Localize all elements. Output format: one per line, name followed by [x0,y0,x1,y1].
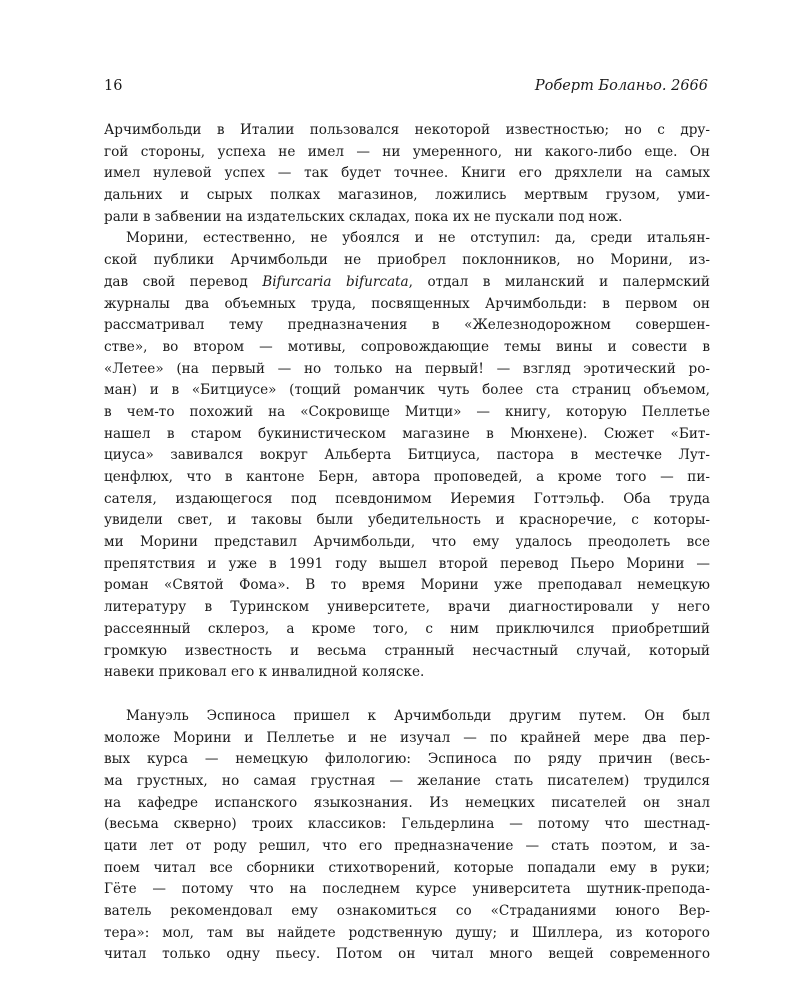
text-line: громкую известность и весьма странный несчастный случай, который [104,642,710,659]
paragraph-3 [104,706,710,966]
text-line: (весьма скверно) троих классиков: Гельдерлина — потому что шестнад- [104,816,710,833]
text-line: гой стороны, успеха не имел — ни умеренного, ни какого-либо еще. Он [104,143,710,160]
text-line: нашел в старом букинистическом магазине в Мюнхене). Сюжет «Бит- [104,425,710,442]
text-line: литературу в Туринском университете, врачи диагностировали у него [104,599,710,616]
text-line: журналы два объемных труда, посвященных Арчимбольди: в первом он [104,295,710,312]
section-break [104,684,710,706]
text-line: «Летее» (на первый — но только на первый! — взгляд эротический ро- [104,360,710,377]
text-line: вых курса — немецкую филологию: Эспиноса по ряду причин (весь- [104,751,710,768]
text-line: стве», во втором — мотивы, сопровождающие темы вины и совести в [104,338,710,355]
italic-book-title: Bifurcaria bifurcata [262,273,409,290]
text-line: поем читал все сборники стихотворений, которые попадали ему в руки; [104,859,710,876]
body-text [104,120,710,966]
text-line: роман «Святой Фома». В то время Морини уже преподавал немецкую [104,577,710,594]
text-line: тера»: мол, там вы найдете родственную душу; и Шиллера, из которого [104,924,710,941]
text-line: дальних и сырых полках магазинов, ложились мертвым грузом, уми- [104,187,710,204]
text-line: ма грустных, но самая грустная — желание стать писателем) трудился [104,772,710,789]
text-line: Морини, естественно, не убоялся и не отступил: да, среди итальян- [126,230,710,247]
text-line: рали в забвении на издательских складах, пока их не пускали под нож. [104,208,623,225]
text-line: Мануэль Эспиноса пришел к Арчимбольди другим путем. Он был [126,707,710,724]
text-line: ватель рекомендовал ему ознакомиться со «Страданиями юного Вер- [104,903,710,920]
text-line: увидели свет, и таковы были убедительность и красноречие, с которы- [104,512,710,529]
text-segment: , отдал в миланский и палермский [408,273,710,290]
text-line: на кафедре испанского языкознания. Из немецких писателей он знал [104,794,710,811]
text-segment: дав свой перевод [104,273,263,290]
text-line: препятствия и уже в 1991 году вышел второй перевод Пьеро Морини — [104,555,710,572]
text-line: Гёте — потому что на последнем курсе университета шутник-препода- [104,881,710,898]
text-line: моложе Морини и Пеллетье и не изучал — по крайней мере два пер- [104,729,710,746]
paragraph-1 [104,120,710,228]
text-line: в чем-то похожий на «Сокровище Митци» — книгу, которую Пеллетье [104,403,710,420]
text-line: сателя, издающегося под псевдонимом Иеремия Готтэльф. Оба труда [104,490,710,507]
text-line: рассматривал тему предназначения в «Железнодорожном совершен- [104,317,710,334]
text-line: читал только одну пьесу. Потом он читал много вещей современного [104,946,710,963]
page-number: 16 [104,78,123,94]
text-line: ми Морини представил Арчимбольди, что ему удалось преодолеть все [104,534,710,551]
text-line: ской публики Арчимбольди не приобрел поклонников, но Морини, из- [104,252,710,269]
paragraph-2 [104,228,710,683]
text-line: Арчимбольди в Италии пользовался некоторой известностью; но с дру- [104,122,710,138]
text-line: навеки приковал его к инвалидной коляске. [104,664,425,681]
text-line-with-italic [104,272,710,294]
text-line: циуса» завивался вокруг Альберта Битциуса, пастора в местечке Лут- [104,447,710,464]
text-line: имел нулевой успех — так будет точнее. Книги его дряхлели на самых [104,165,710,182]
text-line: ценфлюх, что в кантоне Берн, автора проповедей, а кроме того — пи- [104,469,710,485]
text-line: рассеянный склероз, а кроме того, с ним приключился приобретший [104,620,710,637]
running-title: Роберт Боланьо. 2666 [534,78,708,94]
text-line: цати лет от роду решил, что его предназначение — стать поэтом, и за- [104,838,710,854]
running-head [104,78,708,98]
text-line: ман) и в «Битциусе» (тощий романчик чуть более ста страниц объемом, [104,382,710,399]
